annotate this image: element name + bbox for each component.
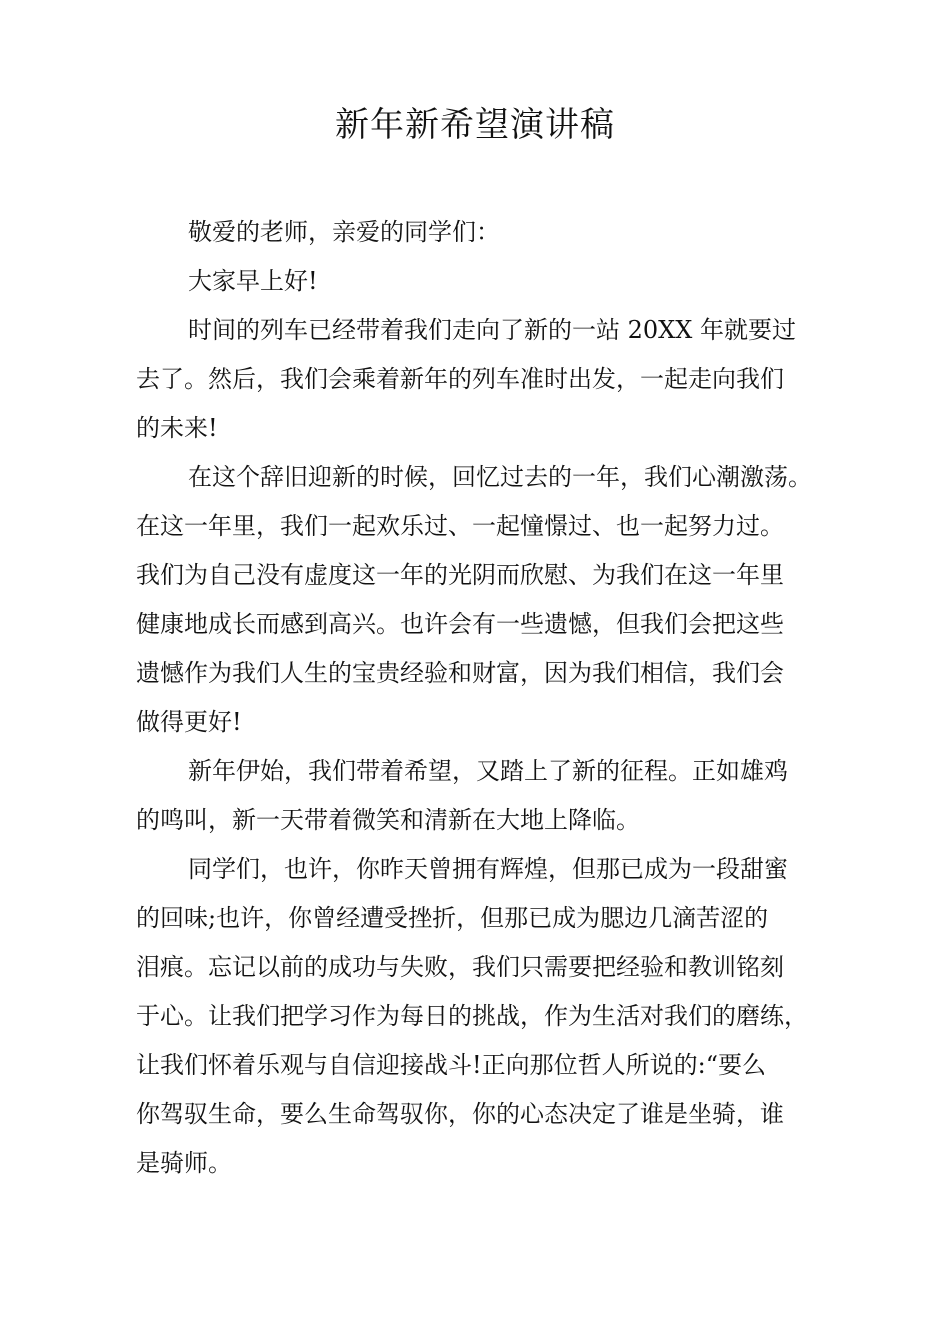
text-line xyxy=(136,257,836,306)
text-line xyxy=(136,306,836,355)
text-line-content: 你驾驭生命，要么生命驾驭你，你的心态决定了谁是坐骑，谁 xyxy=(136,1100,784,1128)
text-line xyxy=(136,600,836,649)
text-line xyxy=(136,551,836,600)
text-line xyxy=(136,992,836,1041)
text-line-content: 泪痕。忘记以前的成功与失败，我们只需要把经验和教训铭刻 xyxy=(136,953,784,981)
text-line-content: 在这一年里，我们一起欢乐过、一起憧憬过、也一起努力过。 xyxy=(136,512,784,540)
text-line xyxy=(136,698,836,747)
text-line xyxy=(136,845,836,894)
text-line-content: 在这个辞旧迎新的时候，回忆过去的一年，我们心潮激荡。 xyxy=(188,463,812,491)
text-line xyxy=(136,1139,836,1188)
text-line xyxy=(136,747,836,796)
text-line xyxy=(136,894,836,943)
text-line-content: 的回味;也许，你曾经遭受挫折，但那已成为腮边几滴苦涩的 xyxy=(136,904,769,932)
text-line xyxy=(136,649,836,698)
text-line xyxy=(136,1041,836,1090)
text-line xyxy=(136,943,836,992)
text-line-content: 的未来! xyxy=(136,414,218,442)
text-line-content: 同学们，也许，你昨天曾拥有辉煌，但那已成为一段甜蜜 xyxy=(188,855,788,883)
text-line-content: 健康地成长而感到高兴。也许会有一些遗憾，但我们会把这些 xyxy=(136,610,784,638)
text-line xyxy=(136,453,836,502)
text-line xyxy=(136,1090,836,1139)
text-line-content: 做得更好! xyxy=(136,708,242,736)
text-line xyxy=(136,355,836,404)
document-title: 新年新希望演讲稿 xyxy=(335,105,615,145)
text-line-content: 我们为自己没有虚度这一年的光阴而欣慰、为我们在这一年里 xyxy=(136,561,784,589)
text-line xyxy=(136,404,836,453)
text-line-content: 时间的列车已经带着我们走向了新的一站 20XX 年就要过 xyxy=(188,316,796,344)
text-line-content: 遗憾作为我们人生的宝贵经验和财富，因为我们相信，我们会 xyxy=(136,659,784,687)
text-line-content: 的鸣叫，新一天带着微笑和清新在大地上降临。 xyxy=(136,806,640,834)
text-line xyxy=(136,502,836,551)
text-line-content: 让我们怀着乐观与自信迎接战斗!正向那位哲人所说的:“要么 xyxy=(136,1051,766,1079)
text-line-content: 于心。让我们把学习作为每日的挑战，作为生活对我们的磨练， xyxy=(136,1002,808,1030)
text-line-content: 敬爱的老师，亲爱的同学们： xyxy=(188,218,500,246)
text-line-content: 新年伊始，我们带着希望，又踏上了新的征程。正如雄鸡 xyxy=(188,757,788,785)
text-line-content: 大家早上好! xyxy=(188,267,318,295)
text-line xyxy=(136,796,836,845)
text-line-content: 是骑师。 xyxy=(136,1149,232,1177)
text-line xyxy=(136,208,836,257)
text-line-content: 去了。然后，我们会乘着新年的列车准时出发，一起走向我们 xyxy=(136,365,784,393)
document-body xyxy=(136,208,836,1188)
